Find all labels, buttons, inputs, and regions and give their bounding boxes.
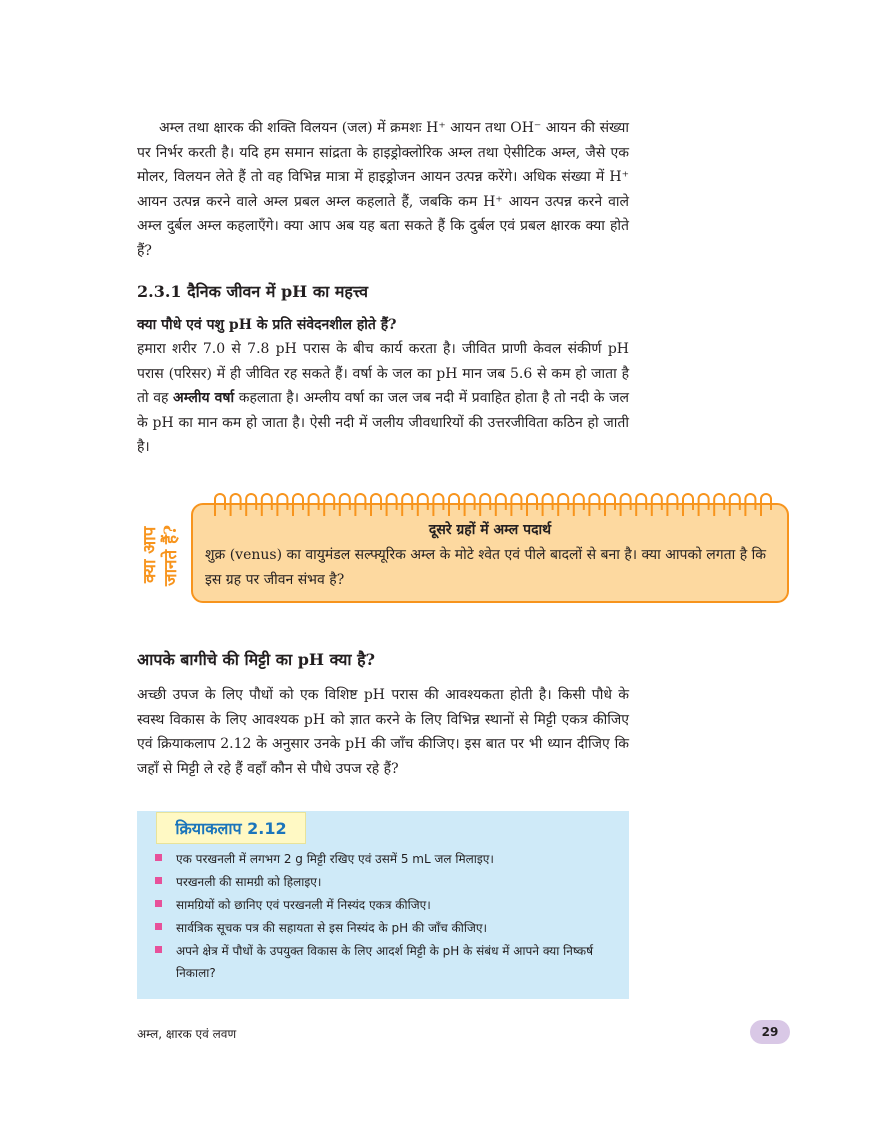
binding-ring [574, 494, 584, 516]
activity-list [155, 848, 625, 985]
chapter-footer: अम्ल, क्षारक एवं लवण [137, 1027, 237, 1041]
activity-step [155, 917, 625, 939]
binding-ring [745, 494, 755, 516]
binding-ring [558, 494, 568, 516]
binding-ring [340, 494, 350, 516]
ph-paragraph [137, 337, 629, 460]
activity-step-text: सार्वत्रिक सूचक पत्र की सहायता से इस निस्यंद के pH की जाँच कीजिए। [176, 921, 488, 935]
binding-ring [277, 494, 287, 516]
binding-ring [215, 494, 225, 516]
binding-ring [480, 494, 490, 516]
garden-heading: आपके बागीचे की मिट्टी का pH क्या है? [137, 650, 376, 669]
section-heading: 2.3.1 दैनिक जीवन में pH का महत्त्व [137, 282, 369, 301]
binding-ring [683, 494, 693, 516]
acid-rain-term: अम्लीय वर्षा [173, 390, 235, 407]
did-you-know-label: क्या आप जानते हैं? [140, 524, 181, 586]
binding-ring [433, 494, 443, 516]
did-you-know-box [191, 503, 789, 603]
did-you-know-text: शुक्र (venus) का वायुमंडल सल्फ्यूरिक अम्ल के मोटे श्वेत एवं पीले बादलों से बना है। क्या आपको लगता है कि इस ग्रह पर जीवन संभव है? [205, 547, 767, 588]
activity-step [155, 940, 625, 984]
bullet-square-icon [155, 946, 162, 953]
ph-text-2: कहलाता है। अम्लीय वर्षा का जल जब नदी में प्रवाहित होता है तो नदी के जल के pH का मान कम हो जाता है। ऐसी नदी में जलीय जीवधारियों की उत्तरजीविता कठिन हो जाती है। [137, 390, 629, 456]
binding-ring [667, 494, 677, 516]
garden-paragraph: अच्छी उपज के लिए पौधों को एक विशिष्ट pH परास की आवश्यकता होती है। किसी पौधे के स्वस्थ विकास के लिए आवश्यक pH को ज्ञात करने के लिए विभिन्न स्थानों से मिट्टी एकत्र कीजिए एवं क्रियाकलाप 2.12 के अनुसार उनके pH की जाँच कीजिए। इस बात पर भी ध्यान दीजिए कि जहाँ से मिट्टी ले रहे हैं वहाँ कौन से पौधे उपज रहे हैं? [137, 687, 629, 777]
activity-step [155, 871, 625, 893]
binding-ring [293, 494, 303, 516]
binding-ring [371, 494, 381, 516]
binding-ring [621, 494, 631, 516]
spiral-binding-rings [214, 490, 774, 518]
did-you-know-title: दूसरे ग्रहों में अम्ल पदार्थ [428, 522, 552, 538]
binding-ring [324, 494, 334, 516]
binding-ring [730, 494, 740, 516]
binding-ring [699, 494, 709, 516]
binding-ring [714, 494, 724, 516]
binding-ring [496, 494, 506, 516]
binding-ring [402, 494, 412, 516]
binding-ring [465, 494, 475, 516]
binding-ring [652, 494, 662, 516]
binding-ring [605, 494, 615, 516]
binding-ring [527, 494, 537, 516]
ph-text-1: हमारा शरीर 7.0 से 7.8 pH परास के बीच कार्य करता है। जीवित प्राणी केवल संकीर्ण pH परास (परिसर) में ही जीवित रह सकते हैं। वर्षा के जल का pH मान जब 5.6 से कम हो जाता है तो वह [137, 341, 629, 407]
activity-step [155, 894, 625, 916]
bullet-square-icon [155, 900, 162, 907]
section-subheading: क्या पौधे एवं पशु pH के प्रति संवेदनशील होते हैं? [137, 317, 397, 333]
activity-step-text: सामग्रियों को छानिए एवं परखनली में निस्यंद एकत्र कीजिए। [176, 898, 431, 912]
activity-step-text: अपने क्षेत्र में पौधों के उपयुक्त विकास के लिए आदर्श मिट्टी के pH के संबंध में आपने क्या निष्कर्ष निकाला? [176, 944, 594, 980]
binding-ring [589, 494, 599, 516]
binding-ring [761, 494, 771, 516]
binding-ring [231, 494, 241, 516]
page-number: 29 [750, 1020, 790, 1044]
activity-step [155, 848, 625, 870]
bullet-square-icon [155, 923, 162, 930]
activity-step-text: परखनली की सामग्री को हिलाइए। [176, 875, 322, 889]
binding-ring [543, 494, 553, 516]
bullet-square-icon [155, 854, 162, 861]
binding-ring [246, 494, 256, 516]
intro-paragraph: अम्ल तथा क्षारक की शक्ति विलयन (जल) में क्रमशः H⁺ आयन तथा OH⁻ आयन की संख्या पर निर्भर करती है। यदि हम समान सांद्रता के हाइड्रोक्लोरिक अम्ल तथा ऐसीटिक अम्ल, जैसे एक मोलर, विलयन लेते हैं तो वह विभिन्न मात्रा में हाइड्रोजन आयन उत्पन्न करेंगे। अधिक संख्या में H⁺ आयन उत्पन्न करने वाले अम्ल प्रबल अम्ल कहलाते हैं, जबकि कम H⁺ आयन उत्पन्न करने वाले अम्ल दुर्बल अम्ल कहलाएँगे। क्या आप अब यह बता सकते हैं कि दुर्बल एवं प्रबल क्षारक क्या होते हैं? [137, 120, 629, 259]
binding-ring [449, 494, 459, 516]
binding-ring [309, 494, 319, 516]
bullet-square-icon [155, 877, 162, 884]
binding-ring [355, 494, 365, 516]
activity-step-text: एक परखनली में लगभग 2 g मिट्टी रखिए एवं उसमें 5 mL जल मिलाइए। [176, 852, 494, 866]
binding-ring [418, 494, 428, 516]
binding-ring [511, 494, 521, 516]
binding-ring [636, 494, 646, 516]
binding-ring [262, 494, 272, 516]
binding-ring [387, 494, 397, 516]
activity-title: क्रियाकलाप 2.12 [156, 812, 306, 844]
